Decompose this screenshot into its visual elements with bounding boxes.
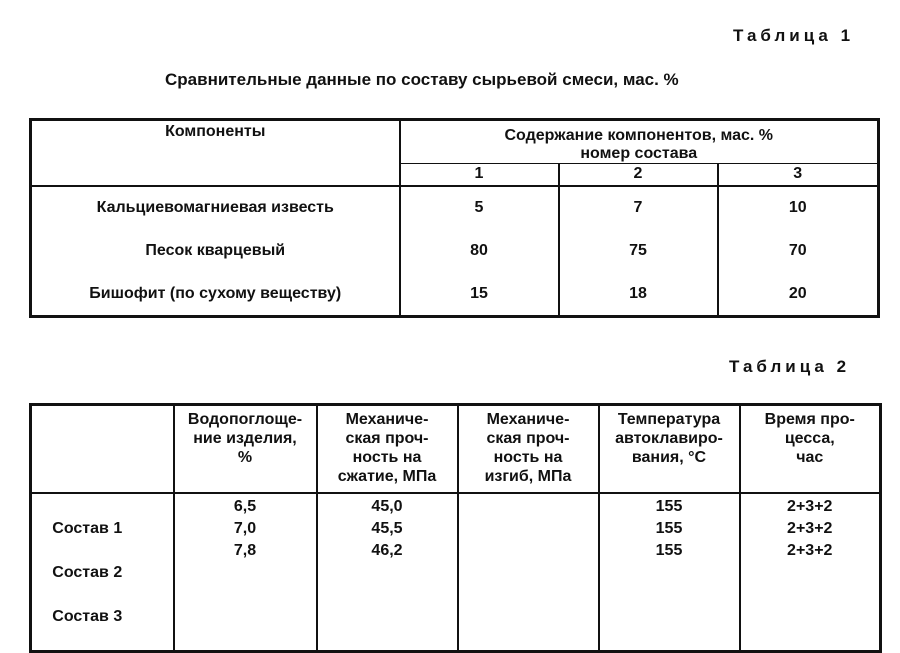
table2-cell: 46,2 bbox=[371, 541, 403, 559]
table2-header-water-absorption: Водопоглоще- ние изделия, % bbox=[174, 405, 317, 493]
table1-cell: 18 bbox=[559, 272, 718, 316]
table1-cell: 20 bbox=[788, 284, 807, 302]
table1-header-content bbox=[400, 120, 879, 164]
table2-col-duration bbox=[740, 493, 881, 652]
table1-cell: 15 bbox=[400, 272, 559, 316]
table2-cell: 2+3+2 bbox=[787, 541, 833, 559]
table1-cell: 10 bbox=[788, 198, 807, 216]
table2-cell: 2+3+2 bbox=[787, 497, 833, 515]
table2-cell: 155 bbox=[655, 497, 683, 515]
table2-row-names bbox=[31, 493, 174, 652]
table2-cell: 155 bbox=[655, 519, 683, 537]
table1-cell: 5 bbox=[400, 186, 559, 230]
table2-col-water-absorption bbox=[174, 493, 317, 652]
table2-col-bending-strength bbox=[458, 493, 599, 652]
table1-header-content-line2: номер состава bbox=[580, 145, 698, 162]
table1-col-2: 2 bbox=[559, 164, 718, 186]
table2-cell: 7,8 bbox=[233, 541, 257, 559]
table1-cell: 80 bbox=[400, 229, 559, 272]
table1-label: Таблица 1 bbox=[733, 26, 855, 45]
table1-caption: Сравнительные данные по составу сырьевой смеси, мас. % bbox=[165, 70, 679, 89]
table1-header-content-line1: Содержание компонентов, мас. % bbox=[504, 127, 774, 144]
table2-col-temperature bbox=[599, 493, 740, 652]
table2-cell: 2+3+2 bbox=[787, 519, 833, 537]
table2-cell: 45,0 bbox=[371, 497, 403, 515]
table2-cell: 45,5 bbox=[371, 519, 403, 537]
table1-row bbox=[31, 229, 879, 272]
table2-cell: 7,0 bbox=[233, 519, 257, 537]
table2-header-compressive-strength: Механиче- ская проч- ность на сжатие, МПа bbox=[317, 405, 458, 493]
table2-header-temperature: Температура автоклавиро- вания, °С bbox=[599, 405, 740, 493]
table2-header-bending-strength: Механиче- ская проч- ность на изгиб, МПа bbox=[458, 405, 599, 493]
table2-header-empty bbox=[31, 405, 174, 493]
table1 bbox=[29, 118, 880, 318]
table2-cell: 6,5 bbox=[233, 497, 257, 515]
table2-row-name: Состав 3 bbox=[52, 607, 123, 625]
table2-label: Таблица 2 bbox=[729, 357, 851, 376]
table2-row-name: Состав 2 bbox=[52, 563, 123, 581]
table1-cell: 75 bbox=[559, 229, 718, 272]
table2-header-duration: Время про- цесса, час bbox=[740, 405, 881, 493]
table1-cell: 7 bbox=[559, 186, 718, 230]
table2-row-name: Состав 1 bbox=[52, 519, 123, 537]
table2-cell: 155 bbox=[655, 541, 683, 559]
table1-row bbox=[31, 186, 879, 230]
table1-row-name: Бишофит (по сухому веществу) bbox=[31, 272, 400, 316]
table1-col-3: 3 bbox=[718, 164, 879, 186]
table1-row bbox=[31, 272, 879, 316]
table2 bbox=[29, 403, 882, 653]
table1-cell: 70 bbox=[788, 241, 807, 259]
table1-header-components: Компоненты bbox=[31, 120, 400, 186]
table2-col-compressive-strength bbox=[317, 493, 458, 652]
table1-col-1: 1 bbox=[400, 164, 559, 186]
table1-row-name: Кальциевомагниевая известь bbox=[31, 186, 400, 230]
table1-row-name: Песок кварцевый bbox=[31, 229, 400, 272]
